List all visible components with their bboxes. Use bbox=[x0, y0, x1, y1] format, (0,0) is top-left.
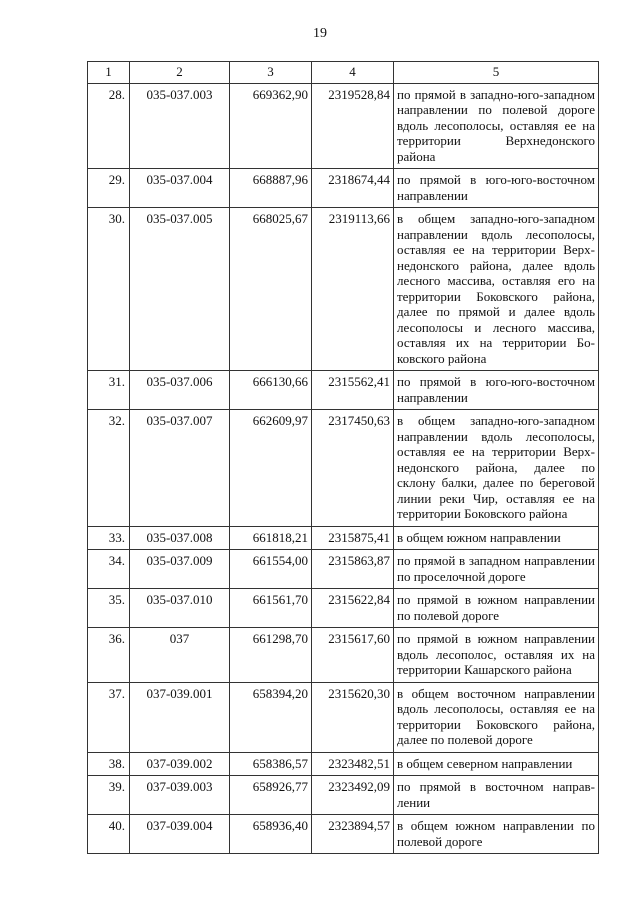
x-coordinate-cell: 662609,97 bbox=[230, 410, 312, 527]
x-coordinate-cell: 661298,70 bbox=[230, 628, 312, 683]
x-coordinate-cell: 669362,90 bbox=[230, 83, 312, 169]
y-coordinate-cell: 2315562,41 bbox=[312, 371, 394, 410]
description-cell: в общем северном направлении bbox=[394, 752, 599, 776]
row-number-cell: 35. bbox=[88, 589, 130, 628]
row-number-cell: 38. bbox=[88, 752, 130, 776]
description-cell: в общем южном направлении по полевой дороге bbox=[394, 815, 599, 854]
row-number-cell: 34. bbox=[88, 550, 130, 589]
y-coordinate-cell: 2315620,30 bbox=[312, 682, 394, 752]
point-code-cell: 037-039.004 bbox=[130, 815, 230, 854]
x-coordinate-cell: 658394,20 bbox=[230, 682, 312, 752]
description-cell: в общем южном направлении bbox=[394, 526, 599, 550]
point-code-cell: 035-037.007 bbox=[130, 410, 230, 527]
row-number-cell: 31. bbox=[88, 371, 130, 410]
description-cell: по прямой в южном направлении вдоль лесополос, оставляя их на территории Кашарского района bbox=[394, 628, 599, 683]
x-coordinate-cell: 661554,00 bbox=[230, 550, 312, 589]
table-row bbox=[88, 410, 599, 527]
table-row bbox=[88, 776, 599, 815]
row-number-cell: 40. bbox=[88, 815, 130, 854]
description-cell: по прямой в юго-юго-восточном направлении bbox=[394, 169, 599, 208]
y-coordinate-cell: 2318674,44 bbox=[312, 169, 394, 208]
point-code-cell: 035-037.008 bbox=[130, 526, 230, 550]
point-code-cell: 037-039.001 bbox=[130, 682, 230, 752]
column-header: 4 bbox=[312, 62, 394, 84]
table-row bbox=[88, 589, 599, 628]
row-number-cell: 33. bbox=[88, 526, 130, 550]
row-number-cell: 30. bbox=[88, 208, 130, 371]
table-row bbox=[88, 371, 599, 410]
x-coordinate-cell: 661561,70 bbox=[230, 589, 312, 628]
row-number-cell: 36. bbox=[88, 628, 130, 683]
y-coordinate-cell: 2315622,84 bbox=[312, 589, 394, 628]
x-coordinate-cell: 658936,40 bbox=[230, 815, 312, 854]
x-coordinate-cell: 666130,66 bbox=[230, 371, 312, 410]
point-code-cell: 037-039.003 bbox=[130, 776, 230, 815]
description-cell: по прямой в западно-юго-западном направлении по полевой дороге вдоль лесополосы, оставляя ее на территории Верхнедонского района bbox=[394, 83, 599, 169]
point-code-cell: 035-037.003 bbox=[130, 83, 230, 169]
description-cell: в общем западно-юго-западном направлении вдоль лесополосы, оставляя ее на территории Верхнедонского района, далее по склону балки, далее по береговой линии реки Чир, оставляя ее на территории Боковского района bbox=[394, 410, 599, 527]
table-row bbox=[88, 682, 599, 752]
table-row bbox=[88, 169, 599, 208]
column-header: 2 bbox=[130, 62, 230, 84]
description-cell: по прямой в западном направлении по проселочной дороге bbox=[394, 550, 599, 589]
y-coordinate-cell: 2319528,84 bbox=[312, 83, 394, 169]
y-coordinate-cell: 2317450,63 bbox=[312, 410, 394, 527]
table-row bbox=[88, 526, 599, 550]
row-number-cell: 32. bbox=[88, 410, 130, 527]
point-code-cell: 035-037.006 bbox=[130, 371, 230, 410]
x-coordinate-cell: 668025,67 bbox=[230, 208, 312, 371]
row-number-cell: 39. bbox=[88, 776, 130, 815]
y-coordinate-cell: 2323894,57 bbox=[312, 815, 394, 854]
y-coordinate-cell: 2323482,51 bbox=[312, 752, 394, 776]
column-header: 3 bbox=[230, 62, 312, 84]
description-cell: по прямой в юго-юго-восточном направлении bbox=[394, 371, 599, 410]
point-code-cell: 035-037.005 bbox=[130, 208, 230, 371]
row-number-cell: 29. bbox=[88, 169, 130, 208]
table-row bbox=[88, 628, 599, 683]
table-row bbox=[88, 815, 599, 854]
table-row bbox=[88, 550, 599, 589]
y-coordinate-cell: 2315863,87 bbox=[312, 550, 394, 589]
y-coordinate-cell: 2315617,60 bbox=[312, 628, 394, 683]
column-header: 5 bbox=[394, 62, 599, 84]
description-cell: по прямой в южном направлении по полевой дороге bbox=[394, 589, 599, 628]
point-code-cell: 037 bbox=[130, 628, 230, 683]
row-number-cell: 28. bbox=[88, 83, 130, 169]
description-cell: в общем восточном направлении вдоль лесополосы, оставляя ее на территории Боковского района, далее по полевой дороге bbox=[394, 682, 599, 752]
point-code-cell: 035-037.010 bbox=[130, 589, 230, 628]
page-number: 19 bbox=[313, 26, 327, 41]
point-code-cell: 035-037.004 bbox=[130, 169, 230, 208]
y-coordinate-cell: 2319113,66 bbox=[312, 208, 394, 371]
x-coordinate-cell: 658926,77 bbox=[230, 776, 312, 815]
x-coordinate-cell: 658386,57 bbox=[230, 752, 312, 776]
table-row bbox=[88, 208, 599, 371]
description-cell: по прямой в восточном направлении bbox=[394, 776, 599, 815]
x-coordinate-cell: 661818,21 bbox=[230, 526, 312, 550]
row-number-cell: 37. bbox=[88, 682, 130, 752]
boundary-table bbox=[87, 61, 599, 854]
point-code-cell: 037-039.002 bbox=[130, 752, 230, 776]
column-header: 1 bbox=[88, 62, 130, 84]
y-coordinate-cell: 2323492,09 bbox=[312, 776, 394, 815]
x-coordinate-cell: 668887,96 bbox=[230, 169, 312, 208]
table-row bbox=[88, 752, 599, 776]
y-coordinate-cell: 2315875,41 bbox=[312, 526, 394, 550]
table-header-row bbox=[88, 62, 599, 84]
description-cell: в общем западно-юго-западном направлении вдоль лесополосы, оставляя ее на территории Верхнедонского района, далее вдоль лесного массива, оставляя его на территории Боковского района, далее по прямой и далее вдоль лесополосы и лесного массива, оставляя их на территории Боковского района bbox=[394, 208, 599, 371]
point-code-cell: 035-037.009 bbox=[130, 550, 230, 589]
table-row bbox=[88, 83, 599, 169]
